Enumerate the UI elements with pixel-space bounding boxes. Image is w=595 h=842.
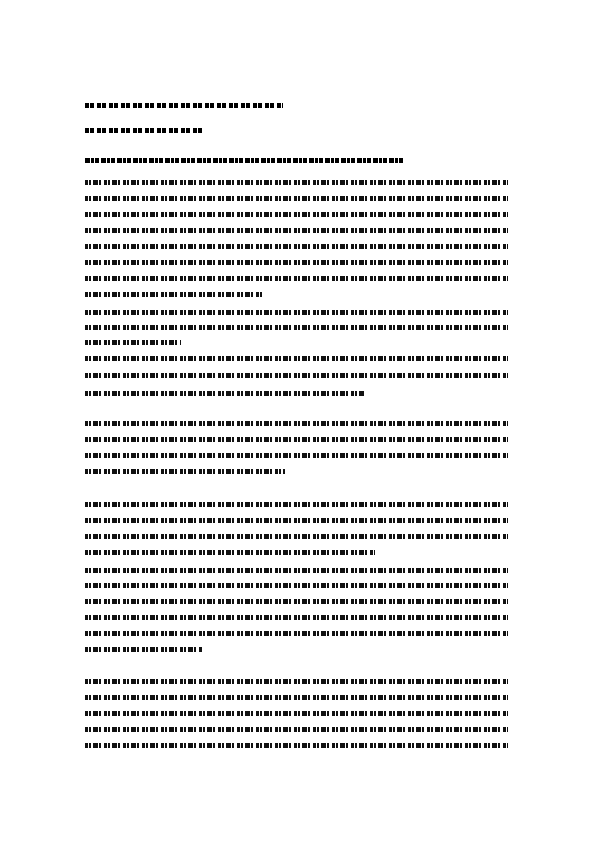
- text-line: [85, 599, 508, 604]
- text-line: [85, 325, 508, 330]
- document-subtitle: [85, 128, 205, 133]
- section-heading: [85, 158, 405, 163]
- text-line: [85, 469, 285, 474]
- text-line: [85, 373, 508, 378]
- text-line: [85, 292, 263, 297]
- text-line: [85, 421, 508, 426]
- text-line: [85, 727, 508, 732]
- text-line: [85, 212, 508, 217]
- text-line: [85, 180, 508, 185]
- text-line: [85, 631, 508, 636]
- text-line: [85, 583, 508, 588]
- text-line: [85, 244, 508, 249]
- text-line: [85, 679, 508, 684]
- text-line: [85, 534, 508, 539]
- text-line: [85, 615, 508, 620]
- text-line: [85, 310, 508, 315]
- text-line: [85, 228, 508, 233]
- text-line: [85, 276, 508, 281]
- text-line: [85, 453, 508, 458]
- text-line: [85, 391, 365, 396]
- text-line: [85, 518, 508, 523]
- text-line: [85, 502, 508, 507]
- text-line: [85, 196, 508, 201]
- document-title: [85, 103, 283, 108]
- text-line: [85, 260, 508, 265]
- text-line: [85, 695, 508, 700]
- text-line: [85, 340, 181, 345]
- text-line: [85, 743, 508, 748]
- text-line: [85, 647, 203, 652]
- text-line: [85, 568, 508, 573]
- text-line: [85, 550, 375, 555]
- text-line: [85, 437, 508, 442]
- text-line: [85, 356, 508, 361]
- text-line: [85, 711, 508, 716]
